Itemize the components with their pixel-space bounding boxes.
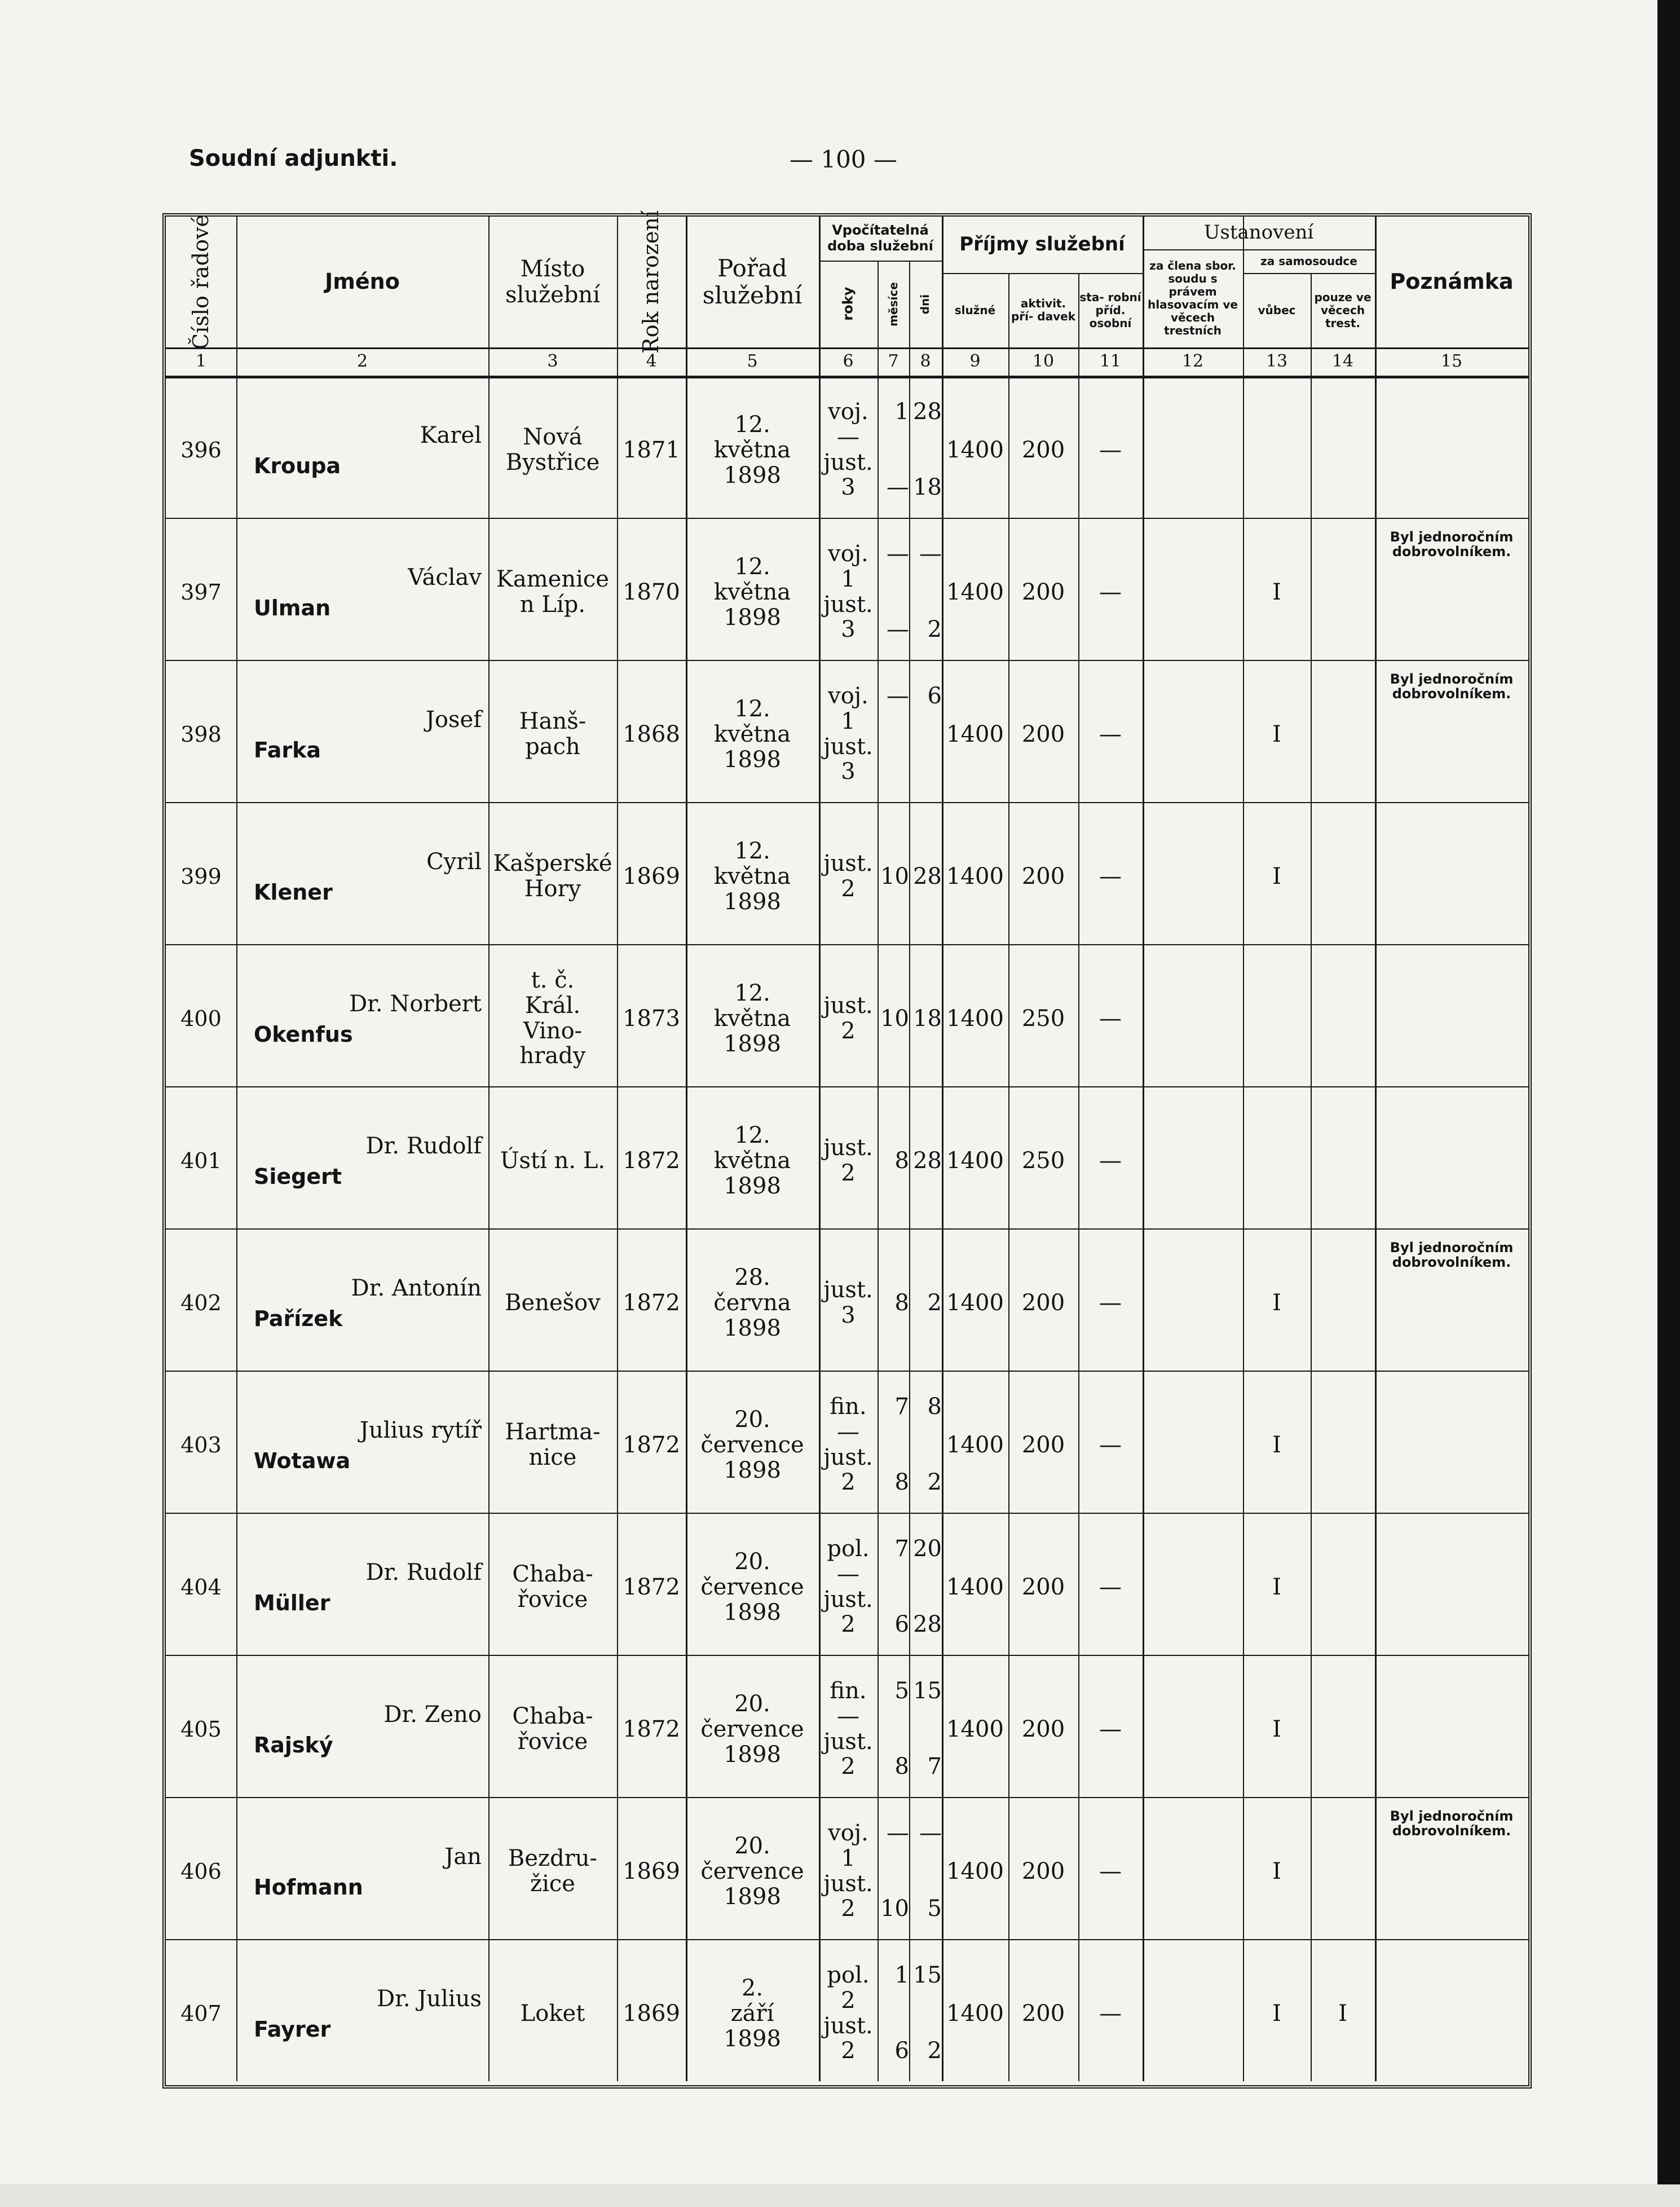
header-cislo	[166, 214, 236, 350]
person-first-name: Dr. Zeno	[383, 1702, 482, 1728]
scan-edge-right	[1657, 0, 1680, 2207]
row-number: 400	[180, 1006, 222, 1031]
person-surname: Klener	[254, 880, 333, 905]
activity-allowance: 200	[1021, 721, 1065, 747]
row-number: 397	[180, 580, 222, 605]
service-order: 20. července 1898	[700, 1549, 804, 1625]
row-rule	[166, 1086, 1528, 1087]
section-title: Soudní adjunkti.	[189, 146, 398, 171]
activity-allowance: 250	[1021, 1148, 1065, 1174]
service-order: 2. září 1898	[724, 1975, 781, 2052]
birth-year: 1872	[623, 1574, 680, 1600]
column-number: 8	[920, 351, 931, 371]
birth-year: 1872	[623, 1148, 680, 1174]
service-years: voj. — just. 3	[823, 399, 873, 501]
person-surname: Siegert	[254, 1164, 342, 1189]
person-first-name: Josef	[425, 707, 482, 733]
service-months: 7 8	[894, 1394, 909, 1496]
row-rule	[166, 1371, 1528, 1372]
service-days: — 5	[919, 1820, 942, 1922]
column-rule	[1243, 217, 1244, 2081]
duty-station: Ústí n. L.	[500, 1148, 606, 1174]
column-number: 1	[195, 351, 207, 371]
activity-allowance: 200	[1021, 1858, 1065, 1884]
header-pouze: pouze ve věcech trest.	[1314, 290, 1372, 330]
row-rule	[166, 518, 1528, 519]
salary: 1400	[946, 1574, 1004, 1600]
person-surname: Wotawa	[254, 1448, 351, 1473]
service-days: 18	[913, 1006, 942, 1032]
birth-year: 1872	[623, 1290, 680, 1316]
service-years: just. 2	[823, 993, 873, 1044]
birth-year: 1872	[623, 1432, 680, 1458]
activity-allowance: 200	[1021, 1290, 1065, 1316]
service-months: 10	[880, 864, 909, 889]
service-months: 1 6	[894, 1962, 909, 2064]
header-sluzne: služné	[954, 303, 996, 317]
appointment-sole-judge: I	[1272, 864, 1281, 889]
header-porad: Pořad služební	[702, 254, 802, 309]
activity-allowance: 200	[1021, 437, 1065, 463]
birth-year: 1869	[623, 2001, 680, 2027]
service-order: 12. května 1898	[713, 980, 791, 1057]
remark-note: Byl jednoročním dobrovolníkem.	[1390, 1808, 1514, 1839]
service-order: 20. července 1898	[700, 1407, 804, 1483]
column-rule	[1375, 217, 1377, 2081]
row-number: 399	[180, 864, 222, 889]
duty-station: Chaba- řovice	[512, 1703, 593, 1755]
header-prijmy-group: Příjmy služební	[959, 233, 1125, 256]
seniority-allowance: —	[1099, 721, 1122, 747]
header-ustanoveni-group: Ustanovení	[1203, 221, 1314, 244]
appointment-sole-judge: I	[1272, 1290, 1281, 1316]
header-mesice-text: měsíce	[886, 281, 900, 327]
row-rule	[166, 1939, 1528, 1940]
person-first-name: Dr. Julius	[377, 1986, 482, 2012]
service-years: voj. 1 just. 3	[823, 683, 873, 785]
service-years: voj. 1 just. 3	[823, 541, 873, 643]
row-number: 398	[180, 722, 222, 747]
activity-allowance: 200	[1021, 1574, 1065, 1600]
birth-year: 1869	[623, 1858, 680, 1884]
column-rule	[1311, 273, 1312, 2081]
remark-note: Byl jednoročním dobrovolníkem.	[1390, 1240, 1514, 1271]
remark-note: Byl jednoročním dobrovolníkem.	[1390, 529, 1514, 560]
birth-year: 1868	[623, 721, 680, 747]
row-rule	[166, 660, 1528, 661]
service-years: fin. — just. 2	[823, 1678, 873, 1780]
person-surname: Pařízek	[254, 1306, 343, 1331]
duty-station: t. č. Král. Vino- hrady	[519, 967, 586, 1069]
seniority-allowance: —	[1099, 1574, 1122, 1600]
column-number: 10	[1032, 351, 1055, 371]
column-rule	[236, 217, 237, 2081]
person-first-name: Karel	[420, 422, 482, 448]
service-days: 20 28	[913, 1536, 942, 1638]
service-days: 28	[913, 864, 942, 889]
service-days: 15 7	[913, 1678, 942, 1780]
appointment-sole-judge: I	[1272, 1574, 1281, 1600]
service-months: 7 6	[894, 1536, 909, 1638]
service-days: 2	[927, 1290, 942, 1316]
duty-station: Kamenice n Líp.	[496, 566, 609, 618]
column-number: 4	[646, 351, 657, 371]
service-days: 28 18	[913, 399, 942, 501]
salary: 1400	[946, 2001, 1004, 2027]
person-surname: Rajský	[254, 1733, 333, 1757]
person-first-name: Jan	[444, 1844, 482, 1870]
salary: 1400	[946, 864, 1004, 889]
person-first-name: Dr. Rudolf	[365, 1133, 482, 1159]
row-number: 405	[180, 1717, 222, 1742]
seniority-allowance: —	[1099, 579, 1122, 605]
birth-year: 1873	[623, 1006, 680, 1032]
activity-allowance: 250	[1021, 1006, 1065, 1032]
service-years: just. 3	[823, 1277, 873, 1328]
salary: 1400	[946, 437, 1004, 463]
column-number: 9	[969, 351, 981, 371]
row-number: 403	[180, 1433, 222, 1457]
appointment-sole-judge: I	[1272, 579, 1281, 605]
column-number: 12	[1181, 351, 1204, 371]
remark-note: Byl jednoročním dobrovolníkem.	[1390, 671, 1514, 702]
duty-station: Chaba- řovice	[512, 1561, 593, 1613]
column-number: 7	[888, 351, 899, 371]
column-number-rule	[166, 376, 1528, 378]
salary: 1400	[946, 1290, 1004, 1316]
salary: 1400	[946, 1858, 1004, 1884]
column-number: 2	[356, 351, 368, 371]
row-number: 396	[180, 438, 222, 462]
service-order: 12. května 1898	[713, 1122, 791, 1199]
service-order: 12. května 1898	[713, 696, 791, 773]
person-surname: Fayrer	[254, 2017, 331, 2042]
seniority-allowance: —	[1099, 1716, 1122, 1742]
service-days: 28	[913, 1148, 942, 1174]
salary: 1400	[946, 579, 1004, 605]
service-days: 8 2	[927, 1394, 942, 1496]
person-first-name: Cyril	[426, 849, 482, 875]
seniority-allowance: —	[1099, 437, 1122, 463]
seniority-allowance: —	[1099, 1432, 1122, 1458]
salary: 1400	[946, 1006, 1004, 1032]
service-years: just. 2	[823, 1135, 873, 1186]
activity-allowance: 200	[1021, 1716, 1065, 1742]
seniority-allowance: —	[1099, 1148, 1122, 1174]
header-vubec: vůbec	[1258, 303, 1296, 317]
row-number: 406	[180, 1859, 222, 1884]
header-doba-group: Vpočítatelná doba služební	[827, 222, 933, 254]
header-samosoudce-group: za samosoudce	[1260, 254, 1357, 268]
activity-allowance: 200	[1021, 579, 1065, 605]
column-number: 3	[547, 351, 558, 371]
row-number: 402	[180, 1290, 222, 1315]
duty-station: Hartma- nice	[505, 1419, 601, 1470]
appointment-sole-judge: I	[1272, 1432, 1281, 1458]
service-order: 28. června 1898	[713, 1265, 791, 1341]
person-surname: Kroupa	[254, 453, 341, 478]
duty-station: Kašperské Hory	[493, 851, 612, 902]
seniority-allowance: —	[1099, 864, 1122, 889]
header-cislo-text: Číslo řadové	[188, 214, 213, 350]
person-surname: Ulman	[254, 596, 331, 620]
service-years: pol. 2 just. 2	[823, 1962, 873, 2064]
service-years: fin. — just. 2	[823, 1394, 873, 1496]
column-number: 13	[1265, 351, 1288, 371]
service-order: 12. května 1898	[713, 412, 791, 488]
scan-edge-bottom	[0, 2184, 1680, 2207]
duty-station: Benešov	[505, 1290, 601, 1316]
header-roky	[819, 261, 878, 347]
duty-station: Loket	[520, 2001, 585, 2027]
header-rok	[617, 210, 686, 354]
column-number: 6	[843, 351, 854, 371]
appointment-sole-judge: I	[1272, 721, 1281, 747]
person-first-name: Dr. Norbert	[349, 991, 482, 1017]
person-first-name: Julius rytíř	[359, 1417, 482, 1443]
column-rule	[1078, 273, 1079, 2081]
service-months: 8	[894, 1290, 909, 1316]
column-number: 15	[1440, 351, 1463, 371]
person-surname: Hofmann	[254, 1875, 363, 1900]
appointment-sole-judge: I	[1272, 1858, 1281, 1884]
seniority-allowance: —	[1099, 1290, 1122, 1316]
header-poznamka: Poznámka	[1390, 269, 1514, 294]
row-rule	[166, 1513, 1528, 1514]
service-order: 12. května 1898	[713, 554, 791, 631]
service-months: 5 8	[894, 1678, 909, 1780]
column-rule	[1008, 273, 1009, 2081]
service-order: 20. července 1898	[700, 1833, 804, 1910]
service-months: 1 —	[887, 399, 909, 501]
header-dni-text: dni	[918, 294, 932, 314]
birth-year: 1871	[623, 437, 680, 463]
activity-allowance: 200	[1021, 864, 1065, 889]
person-first-name: Václav	[408, 565, 482, 591]
service-months: 10	[880, 1006, 909, 1032]
service-days: 15 2	[913, 1962, 942, 2064]
salary: 1400	[946, 1716, 1004, 1742]
header-rok-text: Rok narození	[638, 210, 664, 354]
row-number: 401	[180, 1148, 222, 1173]
birth-year: 1870	[623, 579, 680, 605]
page-number: — 100 —	[790, 146, 897, 173]
salary: 1400	[946, 1432, 1004, 1458]
header-aktivit: aktivit. pří- davek	[1011, 297, 1075, 323]
header-dni	[909, 261, 942, 347]
person-surname: Müller	[254, 1591, 330, 1615]
row-rule	[166, 944, 1528, 945]
column-rule	[1143, 217, 1144, 2081]
service-months: 8	[894, 1148, 909, 1174]
person-first-name: Dr. Rudolf	[365, 1560, 482, 1585]
activity-allowance: 200	[1021, 1432, 1065, 1458]
row-rule	[166, 802, 1528, 803]
person-surname: Farka	[254, 738, 321, 763]
service-years: pol. — just. 2	[823, 1536, 873, 1638]
service-months: — 10	[880, 1820, 909, 1922]
seniority-allowance: —	[1099, 2001, 1122, 2027]
header-misto: Místo služební	[505, 256, 600, 308]
appointment-sole-judge: I	[1272, 1716, 1281, 1742]
service-order: 12. května 1898	[713, 838, 791, 915]
duty-station: Bezdru- žice	[508, 1845, 598, 1897]
service-years: voj. 1 just. 2	[823, 1820, 873, 1922]
header-roky-text: roky	[840, 287, 856, 321]
seniority-allowance: —	[1099, 1858, 1122, 1884]
row-number: 407	[180, 2001, 222, 2026]
row-rule	[166, 1228, 1528, 1230]
service-years: just. 2	[823, 851, 873, 902]
appointment-sole-judge: I	[1272, 2001, 1281, 2027]
service-order: 20. července 1898	[700, 1691, 804, 1768]
salary: 1400	[946, 721, 1004, 747]
birth-year: 1872	[623, 1716, 680, 1742]
birth-year: 1869	[623, 864, 680, 889]
service-days: — 2	[919, 541, 942, 643]
salary: 1400	[946, 1148, 1004, 1174]
person-first-name: Dr. Antonín	[351, 1275, 482, 1301]
activity-allowance: 200	[1021, 2001, 1065, 2027]
duty-station: Hanš- pach	[519, 708, 587, 760]
row-rule	[166, 1655, 1528, 1656]
person-surname: Okenfus	[254, 1022, 353, 1047]
header-mesice	[878, 261, 909, 347]
header-starobni: sta- robní příd. osobní	[1079, 290, 1141, 330]
appointment-criminal-only: I	[1338, 2001, 1347, 2027]
header-clen: za člena sbor. soudu s právem hlasovacím ve věcech trestních	[1148, 259, 1238, 337]
column-number: 14	[1331, 351, 1354, 371]
service-months: — —	[887, 541, 909, 643]
register-table	[162, 210, 1532, 2089]
duty-station: Nová Bystřice	[505, 424, 600, 475]
column-number: 11	[1099, 351, 1122, 371]
service-months: —	[887, 683, 909, 709]
column-number: 5	[747, 351, 758, 371]
row-number: 404	[180, 1575, 222, 1600]
seniority-allowance: —	[1099, 1006, 1122, 1032]
row-rule	[166, 1797, 1528, 1798]
header-jmeno: Jméno	[325, 269, 400, 294]
service-days: 6	[927, 683, 942, 709]
